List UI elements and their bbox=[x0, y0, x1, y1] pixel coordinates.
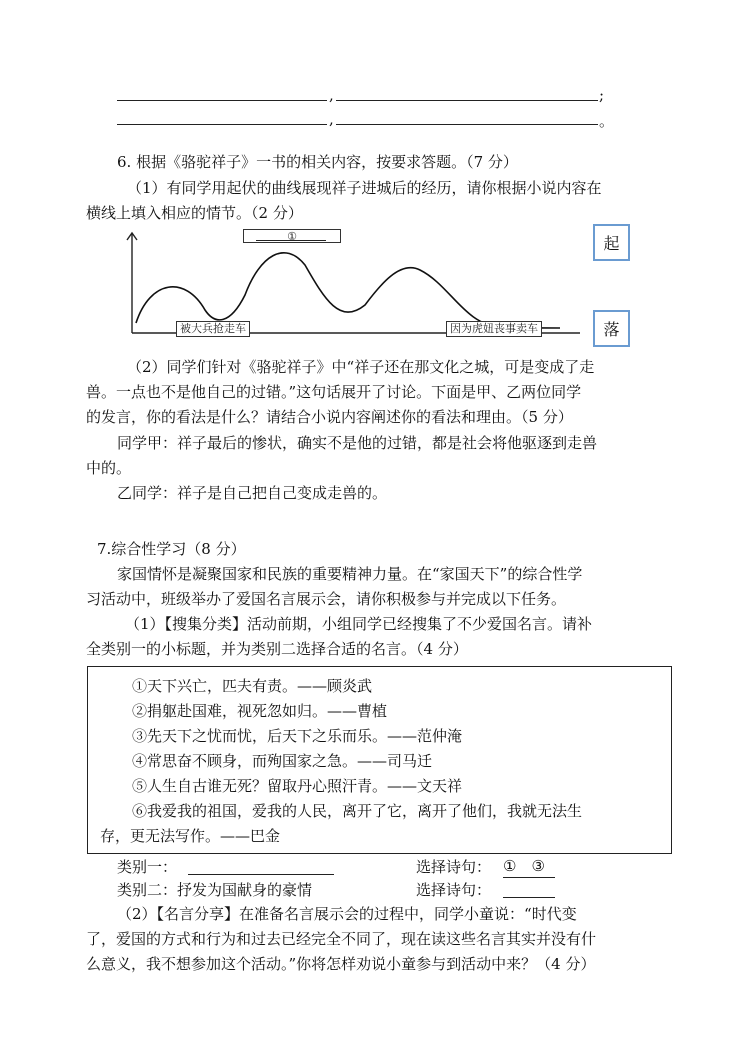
q7-part2-line2: 了，爱国的方式和行为和过去已经完全不同了，现在读这些名言其实并没有什 bbox=[86, 930, 597, 948]
comma: , bbox=[329, 86, 334, 104]
quote-4: ④常思奋不顾身，而殉国家之急。——司马迁 bbox=[132, 752, 433, 770]
q6-part2-line3: 的发言，你的看法是什么？请结合小说内容阐述你的看法和理由。（5 分） bbox=[86, 408, 573, 426]
answer-blank[interactable] bbox=[336, 108, 598, 125]
comma: , bbox=[329, 110, 334, 128]
student-a-line1: 同学甲：祥子最后的惨状，确实不是他的过错，都是社会将他驱逐到走兽 bbox=[117, 434, 598, 452]
quote-1: ①天下兴亡，匹夫有责。——顾炎武 bbox=[132, 677, 373, 695]
category-1-label: 类别一： bbox=[117, 858, 178, 876]
fall-tag: 落 bbox=[593, 310, 630, 347]
chart-top-label-text: ① bbox=[287, 230, 297, 243]
q6-part1-line1: （1）有同学用起伏的曲线展现祥子进城后的经历，请你根据小说内容在 bbox=[127, 179, 602, 197]
student-a-line2: 中的。 bbox=[86, 459, 132, 477]
q6-part1-line2: 横线上填入相应的情节。（2 分） bbox=[86, 204, 303, 222]
quote-3: ③先天下之忧而忧，后天下之乐而乐。——范仲淹 bbox=[132, 727, 463, 745]
q7-part1-line2: 全类别一的小标题，并为类别二选择合适的名言。（4 分） bbox=[86, 640, 468, 658]
answer-blank[interactable] bbox=[117, 84, 327, 101]
q7-part2-line1: （2）【名言分享】在准备名言展示会的过程中，同学小童说：“时代变 bbox=[117, 905, 577, 923]
rise-tag: 起 bbox=[593, 224, 630, 261]
q6-title: 6. 根据《骆驼祥子》一书的相关内容，按要求答题。（7 分） bbox=[117, 153, 518, 171]
chart-label-left: 被大兵抢走车 bbox=[176, 321, 250, 337]
student-b-line1: 乙同学：祥子是自己把自己变成走兽的。 bbox=[117, 484, 388, 502]
category-1-blank[interactable] bbox=[188, 858, 334, 875]
q7-part1-line1: （1）【搜集分类】活动前期，小组同学已经搜集了不少爱国名言。请补 bbox=[125, 615, 593, 633]
quote-2: ②捐躯赴国难，视死忽如归。——曹植 bbox=[132, 702, 388, 720]
answer-blank[interactable] bbox=[117, 108, 327, 125]
q7-intro-line1: 家国情怀是凝聚国家和民族的重要精神力量。在“家国天下”的综合性学 bbox=[117, 565, 583, 583]
category-2-blank[interactable] bbox=[503, 881, 555, 898]
chart-label-right: 因为虎妞丧事卖车 bbox=[446, 321, 542, 337]
plot-curve bbox=[136, 253, 560, 328]
category-2-label: 类别二：抒发为国献身的豪情 bbox=[117, 881, 313, 899]
q6-part2-line2: 兽。一点也不是他自己的过错。”这句话展开了讨论。下面是甲、乙两位同学 bbox=[86, 383, 582, 401]
q6-part2-line1: （2）同学们针对《骆驼祥子》中“祥子还在那文化之城，可是变成了走 bbox=[127, 358, 595, 376]
category-1-select-value: ① ③ bbox=[503, 855, 555, 878]
quote-6-continued: 存，更无法写作。——巴金 bbox=[100, 827, 281, 845]
semicolon: ; bbox=[599, 86, 605, 104]
q7-title: 7.综合性学习（8 分） bbox=[97, 540, 246, 558]
category-2-select-label: 选择诗句： bbox=[416, 881, 492, 899]
chart-top-blank[interactable] bbox=[256, 240, 326, 241]
quote-6: ⑥我爱我的祖国，爱我的人民，离开了它，离开了他们，我就无法生 bbox=[132, 802, 583, 820]
q7-part2-line3: 么意义，我不想参加这个活动。”你将怎样劝说小童参与到活动中来？（4 分） bbox=[86, 955, 596, 973]
period: 。 bbox=[599, 112, 615, 130]
category-1-select-label: 选择诗句： bbox=[416, 858, 492, 876]
q7-intro-line2: 习活动中，班级举办了爱国名言展示会，请你积极参与并完成以下任务。 bbox=[86, 590, 567, 608]
answer-blank[interactable] bbox=[336, 84, 598, 101]
quote-5: ⑤人生自古谁无死？留取丹心照汗青。——文天祥 bbox=[132, 777, 463, 795]
